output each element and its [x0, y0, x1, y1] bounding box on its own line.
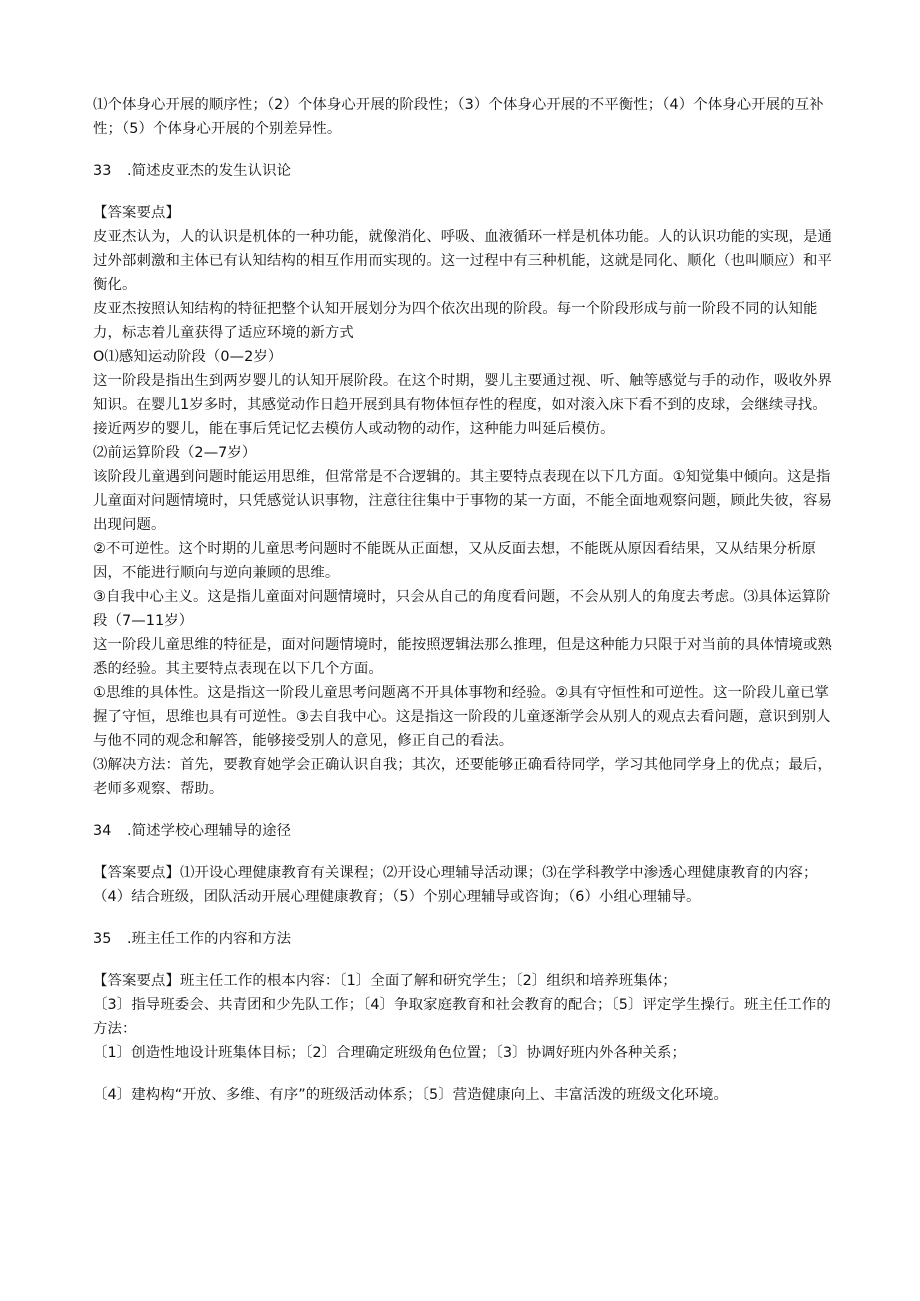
q33-heading: [93, 159, 833, 183]
q33-stage-heading: ⑵前运算阶段（2—7岁）: [93, 445, 257, 461]
q33-paragraph: ③自我中心主义。这是指儿童面对问题情境时，只会从自己的角度看问题，不会从别人的角度去考虑。⑶具体运算阶段（7—11岁）: [93, 589, 831, 629]
q33-paragraph: 这一阶段是指出生到两岁婴儿的认知开展阶段。在这个时期，婴儿主要通过视、听、触等感觉与手的动作，吸收外界知识。在婴儿1岁多时，其感觉动作日趋开展到具有物体恒存性的程度，如对滚入床下看不到的皮球，会继续寻找。接近两岁的婴儿，能在事后凭记忆去模仿人或动物的动作，这种能力叫延后模仿。: [93, 373, 833, 437]
q33-stage-heading: O⑴感知运动阶段（0—2岁）: [93, 349, 283, 365]
q33-paragraph: ⑶解决方法：首先，要教育她学会正确认识自我；其次，还要能够正确看待同学，学习其他同学身上的优点；最后，老师多观察、帮助。: [93, 757, 833, 797]
q34-heading: [93, 819, 833, 843]
q35-answer-label: 【答案要点】: [93, 973, 180, 989]
q35-heading: [93, 927, 833, 951]
document-page: [93, 93, 833, 1107]
q33-paragraph: 该阶段儿童遇到问题时能运用思维，但常常是不合逻辑的。其主要特点表现在以下几方面。①知觉集中倾向。这是指儿童面对问题情境时，只凭感觉认识事物，注意往往集中于事物的某一方面，不能全面地观察问题，顾此失彼，容易出现问题。: [93, 469, 833, 533]
q35-answer-line: 〔3〕指导班委会、共青团和少先队工作；〔4〕争取家庭教育和社会教育的配合；〔5〕评定学生操行。班主任工作的方法：: [93, 997, 831, 1037]
q33-title: .简述皮亚杰的发生认识论: [127, 163, 292, 179]
q32-answer-text: ⑴个体身心开展的顺序性；（2）个体身心开展的阶段性；（3）个体身心开展的不平衡性；（4）个体身心开展的互补性；（5）个体身心开展的个别差异性。: [93, 97, 824, 137]
q33-paragraph: ②不可逆性。这个时期的儿童思考问题时不能既从正面想，又从反面去想，不能既从原因看结果，又从结果分析原因，不能进行顺向与逆向兼顾的思维。: [93, 541, 817, 581]
q33-paragraph: 这一阶段儿童思维的特征是，面对问题情境时，能按照逻辑法那么推理，但是这种能力只限于对当前的具体情境或熟悉的经验。其主要特点表现在以下几个方面。: [93, 637, 833, 677]
q35-answer-line: 〔4〕建构构“开放、多维、有序”的班级活动体系；〔5〕营造健康向上、丰富活泼的班级文化环境。: [93, 1087, 729, 1103]
q35-number: 35: [93, 931, 112, 947]
q34-answer-text: ⑴开设心理健康教育有关课程；⑵开设心理辅导活动课；⑶在学科教学中渗透心理健康教育的内容；（4）结合班级，团队活动开展心理健康教育；（5）个别心理辅导或咨询；（6）小组心理辅导。: [93, 865, 818, 905]
q34-title: .简述学校心理辅导的途径: [127, 823, 292, 839]
q34-answer-label: 【答案要点】: [93, 865, 180, 881]
q33-paragraph: 皮亚杰认为，人的认识是机体的一种功能，就像消化、呼吸、血液循环一样是机体功能。人的认识功能的实现，是通过外部刺激和主体已有认知结构的相互作用而实现的。这一过程中有三种机能，这就是同化、顺化（也叫顺应）和平衡化。: [93, 229, 833, 293]
q35-answer-line: 〔1〕创造性地设计班集体目标；〔2〕合理确定班级角色位置；〔3〕协调好班内外各种关系；: [93, 1045, 686, 1061]
q33-paragraph: ①思维的具体性。这是指这一阶段儿童思考问题离不开具体事物和经验。②具有守恒性和可逆性。这一阶段儿童已掌握了守恒，思维也具有可逆性。③去自我中心。这是指这一阶段的儿童逐渐学会从别人的观点去看问题，意识到别人与他不同的观念和解答，能够接受别人的意见，修正自己的看法。: [93, 685, 831, 749]
q33-number: 33: [93, 163, 112, 179]
q33-answer-label: 【答案要点】: [93, 205, 180, 221]
q35-answer-line: 班主任工作的根本内容：〔1〕全面了解和研究学生；〔2〕组织和培养班集体；: [179, 973, 677, 989]
q33-paragraph: 皮亚杰按照认知结构的特征把整个认知开展划分为四个依次出现的阶段。每一个阶段形成与前一阶段不同的认知能力，标志着儿童获得了适应环境的新方式: [93, 301, 818, 341]
q34-number: 34: [93, 823, 112, 839]
q35-answer: [93, 969, 833, 993]
q35-title: .班主任工作的内容和方法: [127, 931, 292, 947]
q34-answer: [93, 861, 833, 909]
